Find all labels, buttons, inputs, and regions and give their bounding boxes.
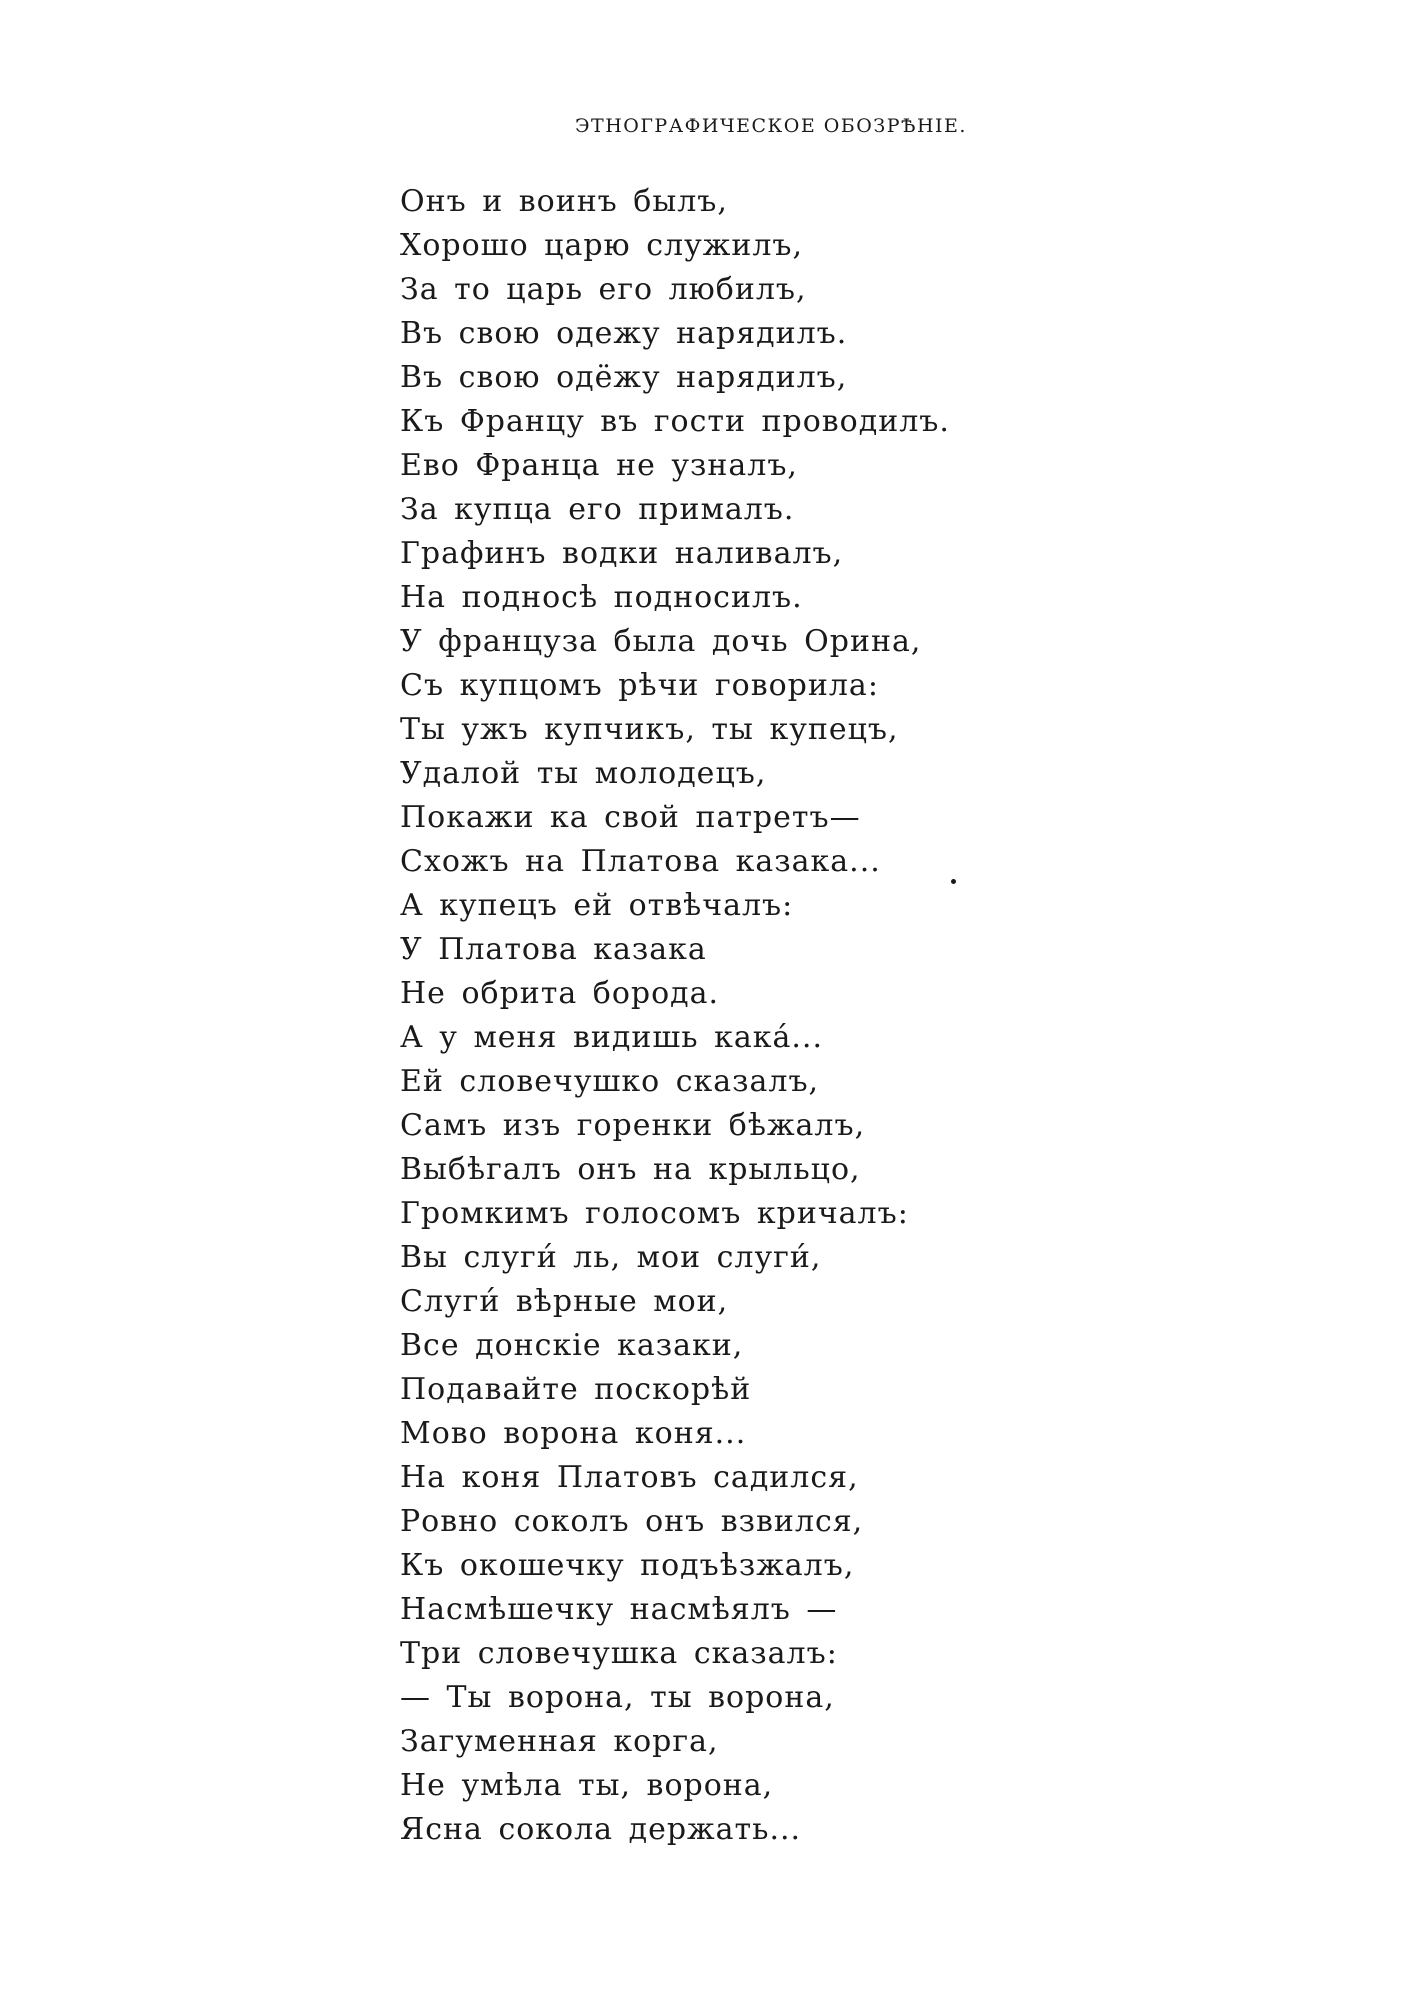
poem-line: Къ Францу въ гости проводилъ. xyxy=(400,404,950,439)
poem-line: Не обрита борода. xyxy=(400,976,720,1011)
poem-line: Ровно соколъ онъ взвился, xyxy=(400,1504,864,1539)
poem-line: Самъ изъ горенки бѣжалъ, xyxy=(400,1108,866,1143)
poem-line: А купецъ ей отвѣчалъ: xyxy=(400,888,794,923)
poem-line: Къ окошечку подъѣзжалъ, xyxy=(400,1548,855,1583)
poem-line: Насмѣшечку насмѣялъ — xyxy=(400,1592,838,1627)
poem-line: Мово ворона коня... xyxy=(400,1416,747,1451)
poem-line: А у меня видишь кака́... xyxy=(400,1020,823,1055)
poem-line: У француза была дочь Орина, xyxy=(400,624,922,659)
poem-line: Не умѣла ты, ворона, xyxy=(400,1768,774,1803)
poem-line: Покажи ка свой патретъ— xyxy=(400,800,861,835)
poem-line: Онъ и воинъ былъ, xyxy=(400,184,728,219)
poem-line: Хорошо царю служилъ, xyxy=(400,228,803,263)
poem-line: Ясна сокола держать... xyxy=(400,1812,802,1847)
poem-line: За купца его прималъ. xyxy=(400,492,795,527)
poem-line: Громкимъ голосомъ кричалъ: xyxy=(400,1196,909,1231)
ink-speck xyxy=(951,879,956,884)
poem-line: На коня Платовъ садился, xyxy=(400,1460,859,1495)
poem-line: Три словечушка сказалъ: xyxy=(400,1636,838,1671)
poem-line: У Платова казака xyxy=(400,932,707,967)
poem-line: Слуги́ вѣрные мои, xyxy=(400,1284,729,1319)
poem-line: Съ купцомъ рѣчи говорила: xyxy=(400,668,879,703)
poem-line: Подавайте поскорѣй xyxy=(400,1372,752,1407)
poem-line: Загуменная корга, xyxy=(400,1724,719,1759)
poem-line: За то царь его любилъ, xyxy=(400,272,807,307)
poem xyxy=(400,180,950,1852)
poem-line: Все донскіе казаки, xyxy=(400,1328,744,1363)
running-header: ЭТНОГРАФИЧЕСКОЕ ОБОЗРѢНІЕ. xyxy=(575,115,967,137)
poem-line: Удалой ты молодецъ, xyxy=(400,756,767,791)
poem-line: Въ свою одёжу нарядилъ, xyxy=(400,360,848,395)
poem-line: Графинъ водки наливалъ, xyxy=(400,536,844,571)
poem-line: Ты ужъ купчикъ, ты купецъ, xyxy=(400,712,899,747)
poem-line: На подносѣ подносилъ. xyxy=(400,580,803,615)
poem-line: — Ты ворона, ты ворона, xyxy=(400,1680,835,1715)
poem-line: Выбѣгалъ онъ на крыльцо, xyxy=(400,1152,861,1187)
poem-line: Ево Франца не узналъ, xyxy=(400,448,798,483)
poem-line: Вы слуги́ ль, мои слуги́, xyxy=(400,1240,822,1275)
poem-line: Схожъ на Платова казака... xyxy=(400,844,881,879)
poem-line: Въ свою одежу нарядилъ. xyxy=(400,316,848,351)
poem-line: Ей словечушко сказалъ, xyxy=(400,1064,820,1099)
